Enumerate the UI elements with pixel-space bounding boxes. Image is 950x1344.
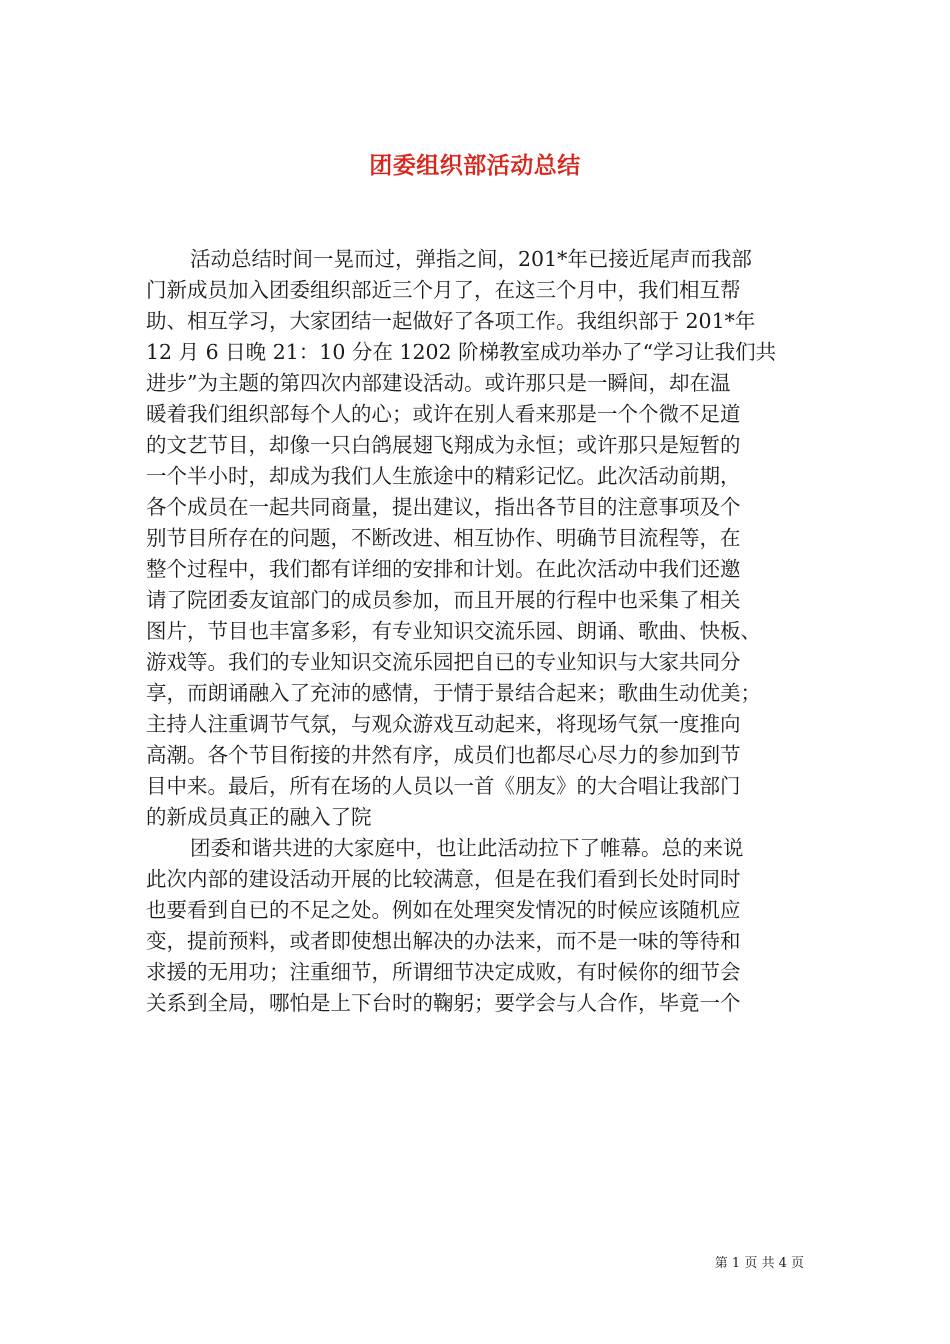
text-line: 的文艺节目，却像一只白鸽展翅飞翔成为永恒；或许那只是短暂的	[146, 433, 741, 457]
text-line: 关系到全局，哪怕是上下台时的鞠躬；要学会与人合作，毕竟一个	[146, 991, 741, 1015]
text-line: 进步”为主题的第四次内部建设活动。或许那只是一瞬间，却在温	[146, 371, 731, 395]
text-line: 助、相互学习，大家团结一起做好了各项工作。我组织部于 201*年	[146, 309, 756, 333]
text-line: 目中来。最后，所有在场的人员以一首《朋友》的大合唱让我部门	[146, 774, 741, 798]
text-line: 的新成员真正的融入了院	[146, 805, 372, 829]
text-line: 高潮。各个节目衔接的井然有序，成员们也都尽心尽力的参加到节	[146, 743, 741, 767]
text-line: 求援的无用功；注重细节，所谓细节决定成败，有时候你的细节会	[146, 960, 741, 984]
text-line: 暖着我们组织部每个人的心；或许在别人看来那是一个个微不足道	[146, 402, 741, 426]
text-line: 团委和谐共进的大家庭中，也让此活动拉下了帷幕。总的来说	[190, 836, 744, 860]
document-title: 团委组织部活动总结	[369, 152, 581, 180]
page-number-footer: 第 1 页 共 4 页	[714, 1256, 804, 1271]
text-line: 图片，节目也丰富多彩，有专业知识交流乐园、朗诵、歌曲、快板、	[146, 619, 761, 643]
text-line: 活动总结时间一晃而过，弹指之间，201*年已接近尾声而我部	[190, 247, 752, 271]
text-line: 12 月 6 日晚 21：10 分在 1202 阶梯教室成功举办了“学习让我们共	[146, 340, 777, 364]
text-line: 整个过程中，我们都有详细的安排和计划。在此次活动中我们还邀	[146, 557, 741, 581]
text-line: 也要看到自已的不足之处。例如在处理突发情况的时候应该随机应	[146, 898, 741, 922]
text-line: 主持人注重调节气氛，与观众游戏互动起来，将现场气氛一度推向	[146, 712, 741, 736]
text-line: 一个半小时，却成为我们人生旅途中的精彩记忆。此次活动前期，	[146, 464, 741, 488]
text-line: 此次内部的建设活动开展的比较满意，但是在我们看到长处时同时	[146, 867, 741, 891]
text-line: 请了院团委友谊部门的成员参加，而且开展的行程中也采集了相关	[146, 588, 741, 612]
text-line: 享，而朗诵融入了充沛的感情，于情于景结合起来；歌曲生动优美；	[146, 681, 761, 705]
text-line: 各个成员在一起共同商量，提出建议，指出各节目的注意事项及个	[146, 495, 741, 519]
text-line: 别节目所存在的问题，不断改进、相互协作、明确节目流程等，在	[146, 526, 741, 550]
document-body	[146, 244, 836, 1019]
text-line: 变，提前预料，或者即使想出解决的办法来，而不是一味的等待和	[146, 929, 741, 953]
text-line: 游戏等。我们的专业知识交流乐园把自已的专业知识与大家共同分	[146, 650, 741, 674]
text-line: 门新成员加入团委组织部近三个月了，在这三个月中，我们相互帮	[146, 278, 741, 302]
paragraph-1	[146, 244, 836, 833]
paragraph-2	[146, 833, 836, 1019]
